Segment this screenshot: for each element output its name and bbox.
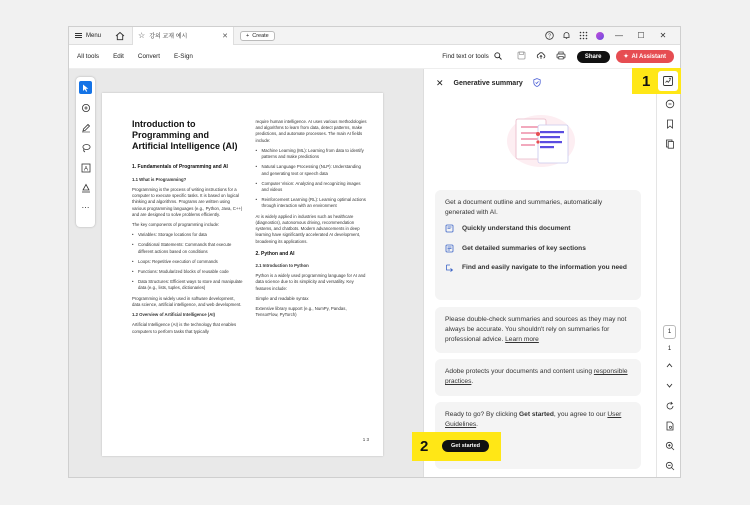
chevron-down-icon[interactable] <box>663 379 676 392</box>
maximize-icon[interactable]: ☐ <box>637 31 645 40</box>
panel-header <box>436 78 541 89</box>
pdf-page <box>102 93 383 456</box>
section-heading: 2. Python and AI <box>255 250 295 257</box>
menu-all-tools[interactable]: All tools <box>77 53 100 60</box>
subsection-heading: 2.1 Introduction to Python <box>255 262 309 268</box>
ai-assistant-button[interactable] <box>616 50 674 63</box>
callout-2 <box>412 432 501 461</box>
help-icon[interactable] <box>545 31 554 40</box>
list-item: • Variables: Storage locations for data <box>132 232 244 238</box>
learn-more-link[interactable]: Learn more <box>505 336 539 344</box>
hamburger-icon <box>75 33 82 38</box>
period: . <box>476 421 478 429</box>
ready-prefix: Ready to go? By clicking <box>445 411 520 418</box>
subsection-heading: 1.2 Overview of Artificial Intelligence (AI) <box>132 312 215 318</box>
ready-suffix: , you agree to our <box>553 411 606 418</box>
list-item: • Data Structures: Efficient ways to store and manipulate data (e.g., lists, tuples, dictionaries) <box>132 279 244 291</box>
paragraph: Artificial Intelligence (AI) is the technology that enables computers to perform tasks that typically <box>132 322 237 334</box>
bell-icon[interactable] <box>562 31 571 40</box>
titlebar-right <box>545 31 680 40</box>
page-number-input[interactable]: 1 <box>663 325 676 339</box>
menu-label: Menu <box>86 32 102 39</box>
protect-card <box>435 359 641 396</box>
refresh-icon[interactable] <box>663 399 676 412</box>
page-settings-icon[interactable] <box>663 419 676 432</box>
summary-illustration <box>502 109 580 169</box>
document-title: Introduction to Programming and Artificial Intelligence (AI) <box>132 119 238 151</box>
menu-edit[interactable]: Edit <box>113 53 124 60</box>
title-bar <box>69 27 680 45</box>
page-total: 1 <box>667 346 672 352</box>
document-summary-icon <box>445 224 454 237</box>
comment-icon[interactable] <box>663 97 676 110</box>
page-number: 1 3 <box>362 437 369 443</box>
avatar[interactable] <box>596 32 604 40</box>
svg-text:A: A <box>83 165 88 172</box>
select-cursor-icon[interactable] <box>79 81 92 94</box>
bullet-list <box>256 148 368 210</box>
paragraph: Simple and readable syntax <box>255 295 309 301</box>
pages-icon[interactable] <box>663 137 676 150</box>
responsible-practices-link[interactable]: responsible practices <box>445 368 628 386</box>
svg-text:?: ? <box>548 33 551 40</box>
panel-title: Generative summary <box>453 80 523 87</box>
document-tab[interactable] <box>132 27 234 45</box>
more-tools-icon[interactable]: ⋯ <box>81 203 90 212</box>
paragraph: Programming is widely used in software development, data science, artificial intelligence, and web development. <box>132 295 242 307</box>
list-item: • Conditional Statements: Commands that execute different actions based on conditions <box>132 242 244 254</box>
caution-card <box>435 307 641 353</box>
bookmark-icon[interactable] <box>663 117 676 130</box>
menu-convert[interactable]: Convert <box>137 53 160 60</box>
document-viewer[interactable] <box>69 69 423 478</box>
callout-1 <box>632 68 681 94</box>
get-started-button[interactable]: Get started <box>442 440 489 452</box>
shield-icon[interactable] <box>533 78 541 89</box>
section-heading: 1. Fundamentals of Programming and AI <box>132 164 228 171</box>
minimize-icon[interactable]: — <box>615 31 623 40</box>
caution-text: Please double-check summaries and sources as they may not always be accurate. You shouldn't rely on summaries for professional advice. <box>445 316 627 344</box>
list-item: • Functions: Modularized blocks of reusable code <box>132 269 244 275</box>
subsection-heading: 1.1 What is Programming? <box>132 176 187 182</box>
create-label: Create <box>252 32 269 39</box>
save-icon[interactable] <box>517 51 526 62</box>
paragraph: AI is widely applied in industries such as healthcare (diagnostics), autonomous driving, recommendation systems, and chatbots. Modern advancements in deep learning have significantly accelerated AI development, broadening its applications. <box>255 213 361 244</box>
menu-e-sign[interactable]: E-Sign <box>173 53 193 60</box>
comment-add-icon[interactable] <box>79 101 92 114</box>
list-item: • Machine Learning (ML): Learning from data to identify patterns and make predictions <box>256 148 368 160</box>
print-icon[interactable] <box>556 51 566 62</box>
callout-number: 2 <box>420 438 429 455</box>
text-box-icon[interactable] <box>79 161 92 174</box>
main-toolbar <box>69 45 680 69</box>
intro-card <box>435 190 641 300</box>
star-icon[interactable]: ☆ <box>138 31 146 40</box>
generative-summary-panel <box>423 69 656 478</box>
close-panel-icon[interactable]: ✕ <box>436 78 444 88</box>
tab-title: 강의 교재 예시 <box>149 34 188 40</box>
paragraph: The key components of programming include: <box>132 221 220 227</box>
period: . <box>471 378 474 386</box>
paragraph: Programming is the process of writing instructions for a computer to execute specific tasks. It is based on logical thinking and algorithms. Programs are written using various programming languages (e.g., Python, Java, C++) and are designed to solve problems efficiently. <box>132 186 243 217</box>
paragraph: require human intelligence. AI uses various methodologies and algorithms to learn from data, detect patterns, make predictions, and automate processes. The main AI fields include: <box>255 119 367 143</box>
list-item: • Reinforcement Learning (RL): Learning optimal actions through interaction with an environment <box>256 197 368 209</box>
zoom-out-icon[interactable] <box>663 459 676 472</box>
feature-label: Quickly understand this document <box>462 225 571 233</box>
bullet-list <box>132 232 244 292</box>
protect-text: Adobe protects your documents and content using <box>445 368 592 375</box>
user-guidelines-link[interactable]: User Guidelines <box>445 411 622 429</box>
feature-item <box>445 244 631 257</box>
list-item: • Computer Vision: Analyzing and recognizing images and videos <box>256 181 368 193</box>
page-column-right <box>256 119 368 446</box>
plus-icon: + <box>246 32 250 39</box>
zoom-in-icon[interactable] <box>663 439 676 452</box>
close-window-icon[interactable]: ✕ <box>659 31 667 40</box>
menu-button[interactable] <box>69 27 107 44</box>
list-item: • Natural Language Processing (NLP): Understanding and generating text or speech data <box>256 164 368 176</box>
right-rail <box>656 69 681 478</box>
home-icon[interactable] <box>113 29 127 43</box>
navigate-icon <box>445 263 454 276</box>
paragraph: Extensive library support (e.g., NumPy, Pandas, TensorFlow, PyTorch) <box>255 306 347 318</box>
share-button[interactable]: Share <box>577 51 610 63</box>
app-window <box>68 26 681 478</box>
quick-tools-rail <box>76 77 95 227</box>
generative-summary-button[interactable] <box>658 71 678 91</box>
find-tools[interactable] <box>442 52 502 62</box>
callout-number: 1 <box>642 72 651 90</box>
chevron-up-icon[interactable] <box>663 359 676 372</box>
feature-label: Get detailed summaries of key sections <box>462 244 586 252</box>
pen-icon[interactable] <box>79 121 92 134</box>
lasso-icon[interactable] <box>79 141 92 154</box>
find-label: Find text or tools <box>442 53 489 60</box>
feature-item <box>445 224 631 237</box>
ai-sparkle-icon: ✦ <box>623 54 629 60</box>
ready-bold: Get started <box>519 411 554 418</box>
list-item: • Loops: Repetitive execution of commands <box>132 259 244 265</box>
intro-text: Get a document outline and summaries, automatically generated with AI. <box>445 199 603 217</box>
fill-sign-icon[interactable] <box>79 181 92 194</box>
apps-grid-icon[interactable] <box>579 31 588 40</box>
page-column-left <box>132 119 244 446</box>
create-button[interactable] <box>240 31 275 41</box>
feature-label: Find and easily navigate to the information you need <box>462 264 627 272</box>
sections-icon <box>445 244 454 257</box>
upload-cloud-icon[interactable] <box>536 51 546 62</box>
ai-assistant-label: AI Assistant <box>631 53 666 60</box>
search-icon <box>494 52 502 62</box>
close-tab-icon[interactable]: ✕ <box>222 32 229 40</box>
feature-item <box>445 263 631 276</box>
paragraph: Python is a widely used programming language for AI and data science due to its simplicity and versatility. Key features include: <box>255 273 366 291</box>
